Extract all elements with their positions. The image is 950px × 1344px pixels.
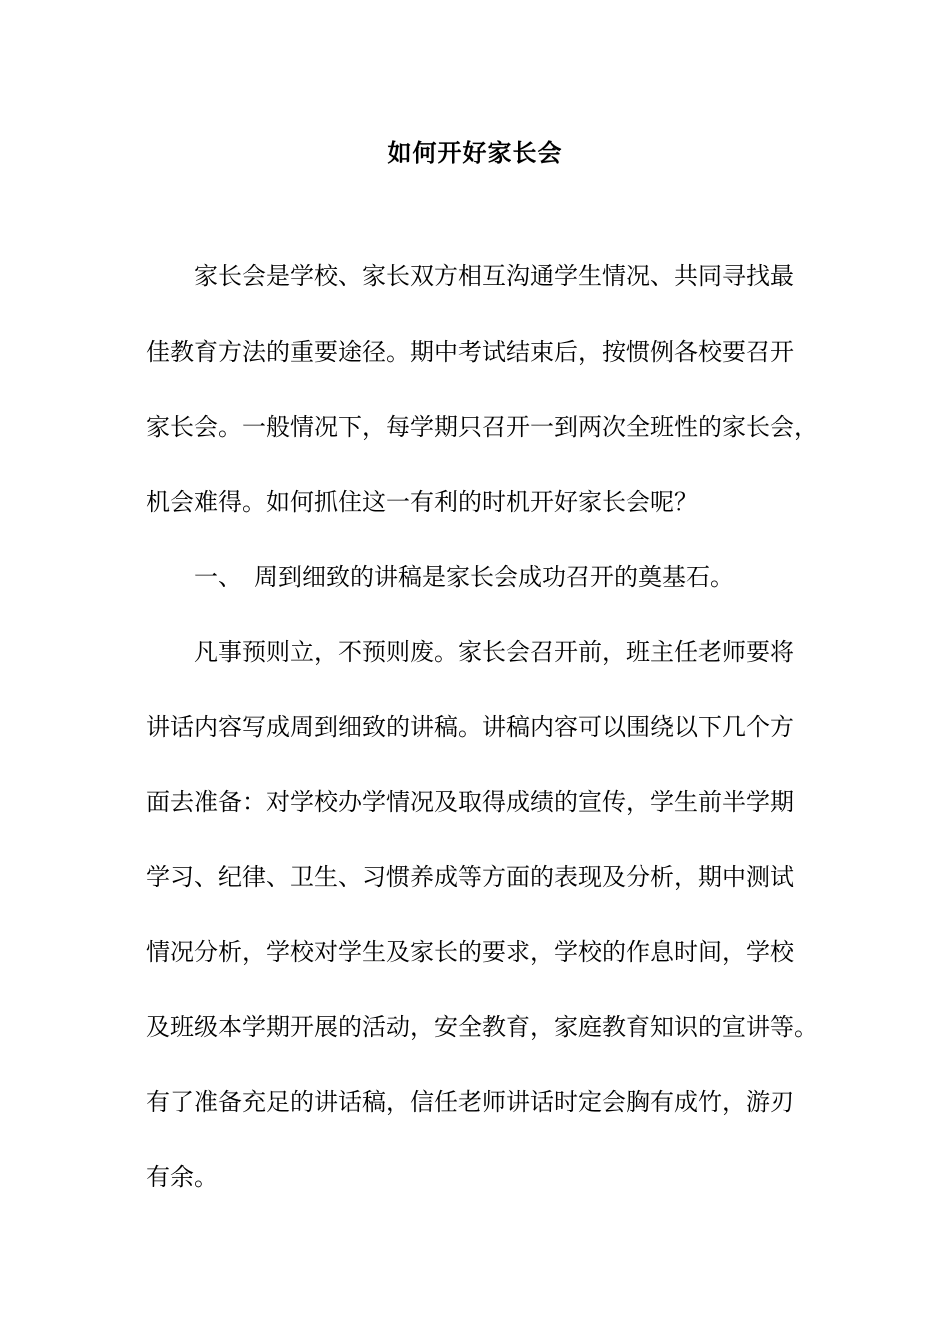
paragraph-line: 机会难得。如何抓住这一有利的时机开好家长会呢？ <box>146 488 698 516</box>
paragraph-line: 学习、纪律、卫生、习惯养成等方面的表现及分析，期中测试 <box>146 863 794 891</box>
paragraph-line: 家长会是学校、家长双方相互沟通学生情况、共同寻找最 <box>146 262 794 290</box>
paragraph-line: 佳教育方法的重要途径。期中考试结束后，按惯例各校要召开 <box>146 338 794 366</box>
paragraph-line: 有了准备充足的讲话稿，信任老师讲话时定会胸有成竹，游刃 <box>146 1088 794 1116</box>
document-title: 如何开好家长会 <box>387 138 563 167</box>
paragraph-line: 凡事预则立，不预则废。家长会召开前，班主任老师要将 <box>146 638 794 666</box>
paragraph-line: 有余。 <box>146 1163 218 1191</box>
paragraph-line: 讲话内容写成周到细致的讲稿。讲稿内容可以围绕以下几个方 <box>146 713 794 741</box>
section-heading: 一、 周到细致的讲稿是家长会成功召开的奠基石。 <box>146 563 734 591</box>
paragraph-line: 及班级本学期开展的活动，安全教育，家庭教育知识的宣讲等。 <box>146 1013 818 1041</box>
paragraph-line: 家长会。一般情况下，每学期只召开一到两次全班性的家长会， <box>146 413 818 441</box>
paragraph-line: 面去准备：对学校办学情况及取得成绩的宣传，学生前半学期 <box>146 788 794 816</box>
paragraph-line: 情况分析，学校对学生及家长的要求，学校的作息时间，学校 <box>146 938 794 966</box>
